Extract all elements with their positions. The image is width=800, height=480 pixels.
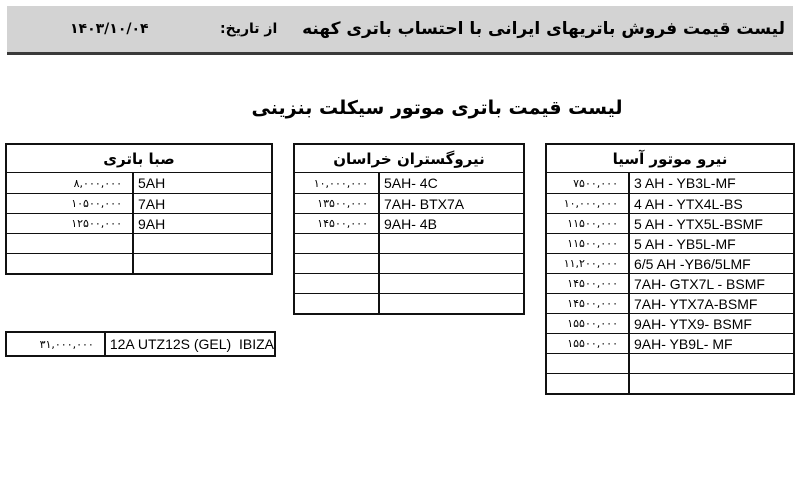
price-cell: ۱۰,۰۰۰,۰۰۰: [563, 197, 618, 210]
table-row: [295, 173, 523, 193]
table-row-empty: [295, 233, 523, 253]
price-cell: ۱۱۵۰۰,۰۰۰: [567, 217, 618, 230]
price-cell: ۱۳۵۰۰,۰۰۰: [317, 197, 368, 210]
table-row-empty: [7, 233, 271, 253]
model-cell: [628, 354, 793, 373]
table-row-empty: [547, 373, 793, 393]
model-cell: [132, 254, 271, 273]
price-cell: ۱۵۵۰۰,۰۰۰: [567, 337, 618, 350]
model-cell: 7AH- BTX7A: [378, 194, 523, 213]
model-cell: 5 AH - YTX5L-BSMF: [628, 214, 793, 233]
table-row: [547, 173, 793, 193]
price-cell: [7, 254, 132, 273]
table-saba-battery: [5, 143, 273, 275]
model-cell: [628, 374, 793, 393]
price-cell: ۸,۰۰۰,۰۰۰: [73, 176, 122, 190]
model-cell: [132, 234, 271, 253]
table-row: [295, 193, 523, 213]
price-cell: [7, 234, 132, 253]
model-cell: [378, 234, 523, 253]
table-row: [7, 193, 271, 213]
model-cell: 9AH: [132, 214, 271, 233]
price-cell: ۱۰۵۰۰,۰۰۰: [71, 197, 122, 210]
price-cell: [295, 294, 378, 313]
price-cell: [547, 354, 628, 373]
table-row-empty: [295, 293, 523, 313]
price-cell: [295, 274, 378, 293]
model-cell: 3 AH - YB3L-MF: [628, 173, 793, 193]
model-cell: 5 AH - YB5L-MF: [628, 234, 793, 253]
model-cell: 7AH- YTX7A-BSMF: [628, 294, 793, 313]
page-header-title: لیست قیمت فروش باتریهای ایرانی با احتساب باتری کهنه: [302, 19, 785, 39]
table-row-empty: [7, 253, 271, 273]
price-cell: ۱۱۵۰۰,۰۰۰: [567, 237, 618, 250]
table-row: [295, 213, 523, 233]
model-cell: 5AH- 4C: [378, 173, 523, 193]
price-cell: ۱۲۵۰۰,۰۰۰: [71, 217, 122, 230]
date-value: ۱۴۰۳/۱۰/۰۴: [70, 21, 149, 37]
date-label: از تاریخ:: [220, 21, 278, 37]
price-cell: ۱۵۵۰۰,۰۰۰: [567, 317, 618, 330]
model-cell: 9AH- YB9L- MF: [628, 334, 793, 353]
section-title: لیست قیمت باتری موتور سیکلت بنزینی: [251, 97, 623, 119]
table-row: [547, 293, 793, 313]
table-row-empty: [295, 253, 523, 273]
model-cell: 12A UTZ12S (GEL) IBIZA: [104, 333, 274, 355]
model-cell: 9AH- YTX9- BSMF: [628, 314, 793, 333]
price-cell: ۳۱,۰۰۰,۰۰۰: [39, 337, 94, 351]
table-row-empty: [547, 353, 793, 373]
table-row: [547, 333, 793, 353]
price-cell: ۷۵۰۰,۰۰۰: [573, 176, 618, 190]
model-cell: 9AH- 4B: [378, 214, 523, 233]
model-cell: 6/5 AH -YB6/5LMF: [628, 254, 793, 273]
table-row: [547, 193, 793, 213]
table-row-empty: [295, 273, 523, 293]
model-cell: 4 AH - YTX4L-BS: [628, 194, 793, 213]
model-cell: [378, 274, 523, 293]
table-niroo-motor-asia: [545, 143, 795, 395]
price-cell: [295, 234, 378, 253]
model-cell: 7AH: [132, 194, 271, 213]
price-cell: [547, 374, 628, 393]
table-header: نیرو موتور آسیا: [547, 145, 793, 173]
model-cell: 5AH: [132, 173, 271, 193]
table-row: [547, 233, 793, 253]
table-header: نیروگستران خراسان: [295, 145, 523, 173]
price-cell: [295, 254, 378, 273]
table-row: [547, 213, 793, 233]
table-row: [547, 253, 793, 273]
table-niroogostaran-khorasan: [293, 143, 525, 315]
table-row: [547, 273, 793, 293]
table-header: صبا باتری: [7, 145, 271, 173]
model-cell: [378, 254, 523, 273]
model-cell: 7AH- GTX7L - BSMF: [628, 274, 793, 293]
table-gel-battery: [5, 331, 276, 357]
price-cell: ۱۴۵۰۰,۰۰۰: [567, 297, 618, 310]
table-row: [7, 333, 274, 355]
table-row: [547, 313, 793, 333]
table-row: [7, 173, 271, 193]
price-cell: ۱۴۵۰۰,۰۰۰: [567, 277, 618, 290]
page-header-band: [7, 6, 793, 55]
price-cell: ۱۱,۲۰۰,۰۰۰: [563, 257, 618, 270]
model-cell: [378, 294, 523, 313]
price-cell: ۱۰,۰۰۰,۰۰۰: [313, 176, 368, 190]
price-cell: ۱۴۵۰۰,۰۰۰: [317, 217, 368, 230]
table-row: [7, 213, 271, 233]
